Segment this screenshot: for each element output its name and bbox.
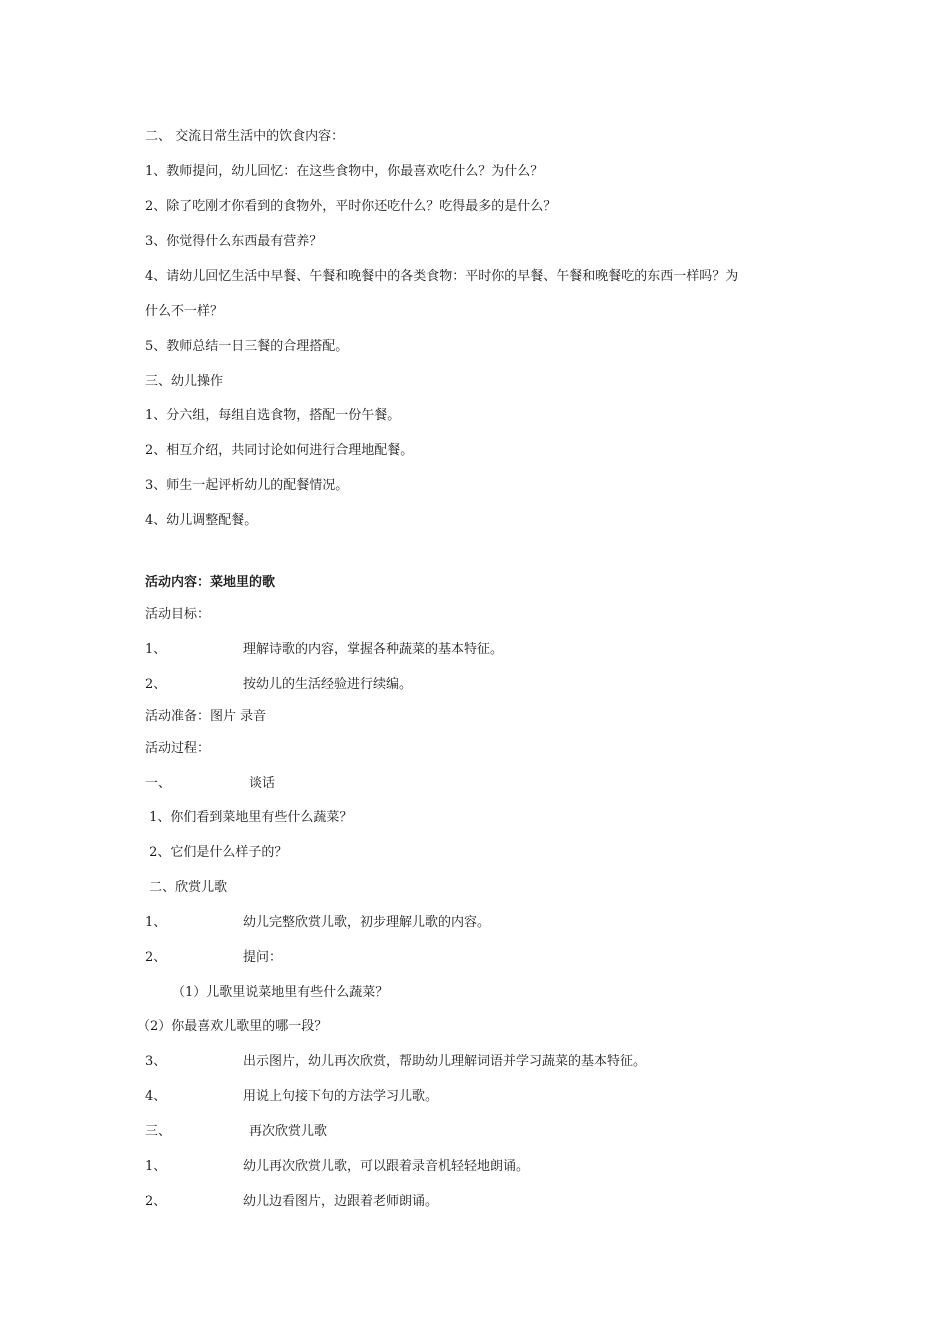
list-number: 一、 bbox=[145, 776, 172, 791]
sub-question: （2）你最喜欢儿歌里的哪一段？ bbox=[137, 1019, 328, 1034]
list-number: 2、 bbox=[145, 950, 167, 965]
list-number: 1、 bbox=[145, 915, 167, 930]
sub-question: （1）儿歌里说菜地里有些什么蔬菜？ bbox=[172, 985, 389, 1000]
list-item: 幼儿再次欣赏儿歌，可以跟着录音机轻轻地朗诵。 bbox=[243, 1159, 530, 1174]
paragraph: 2、相互介绍，共同讨论如何进行合理地配餐。 bbox=[145, 443, 414, 458]
list-item: 谈话 bbox=[249, 776, 276, 791]
list-item: 再次欣赏儿歌 bbox=[249, 1124, 328, 1139]
list-number: 三、 bbox=[145, 1124, 172, 1139]
prep-line: 活动准备：图片 录音 bbox=[145, 709, 267, 724]
list-item: 用说上句接下句的方法学习儿歌。 bbox=[243, 1089, 439, 1104]
activity-title: 活动内容：菜地里的歌 bbox=[145, 575, 276, 590]
paragraph: 4、请幼儿回忆生活中早餐、午餐和晚餐中的各类食物：平时你的早餐、午餐和晚餐吃的东西一样吗？为 bbox=[145, 269, 739, 284]
paragraph: 2、它们是什么样子的？ bbox=[145, 845, 288, 860]
list-number: 2、 bbox=[145, 677, 167, 692]
paragraph: 5、教师总结一日三餐的合理搭配。 bbox=[145, 339, 349, 354]
list-item: 出示图片，幼儿再次欣赏，帮助幼儿理解词语并学习蔬菜的基本特征。 bbox=[243, 1054, 647, 1069]
section-three-heading: 三、幼儿操作 bbox=[145, 374, 224, 389]
paragraph: 3、师生一起评析幼儿的配餐情况。 bbox=[145, 478, 349, 493]
paragraph: 什么不一样？ bbox=[145, 304, 224, 319]
goals-label: 活动目标： bbox=[145, 607, 211, 622]
list-item: 理解诗歌的内容，掌握各种蔬菜的基本特征。 bbox=[243, 642, 504, 657]
list-number: 2、 bbox=[145, 1194, 167, 1209]
step2-heading: 二、欣赏儿歌 bbox=[145, 880, 228, 895]
paragraph: 2、除了吃刚才你看到的食物外，平时你还吃什么？吃得最多的是什么？ bbox=[145, 199, 557, 214]
paragraph: 1、教师提问，幼儿回忆：在这些食物中，你最喜欢吃什么？为什么？ bbox=[145, 164, 544, 179]
section-two-heading: 二、 交流日常生活中的饮食内容： bbox=[145, 129, 345, 144]
list-item: 提问： bbox=[243, 950, 283, 965]
paragraph: 3、你觉得什么东西最有营养？ bbox=[145, 234, 323, 249]
list-item: 幼儿完整欣赏儿歌，初步理解儿歌的内容。 bbox=[243, 915, 491, 930]
list-number: 1、 bbox=[145, 1159, 167, 1174]
list-number: 1、 bbox=[145, 642, 167, 657]
list-number: 4、 bbox=[145, 1089, 167, 1104]
list-item: 按幼儿的生活经验进行续编。 bbox=[243, 677, 413, 692]
list-item: 幼儿边看图片，边跟着老师朗诵。 bbox=[243, 1194, 439, 1209]
process-label: 活动过程： bbox=[145, 741, 211, 756]
paragraph: 1、你们看到菜地里有些什么蔬菜？ bbox=[145, 810, 353, 825]
paragraph: 1、分六组，每组自选食物，搭配一份午餐。 bbox=[145, 408, 401, 423]
paragraph: 4、幼儿调整配餐。 bbox=[145, 513, 258, 528]
list-number: 3、 bbox=[145, 1054, 167, 1069]
